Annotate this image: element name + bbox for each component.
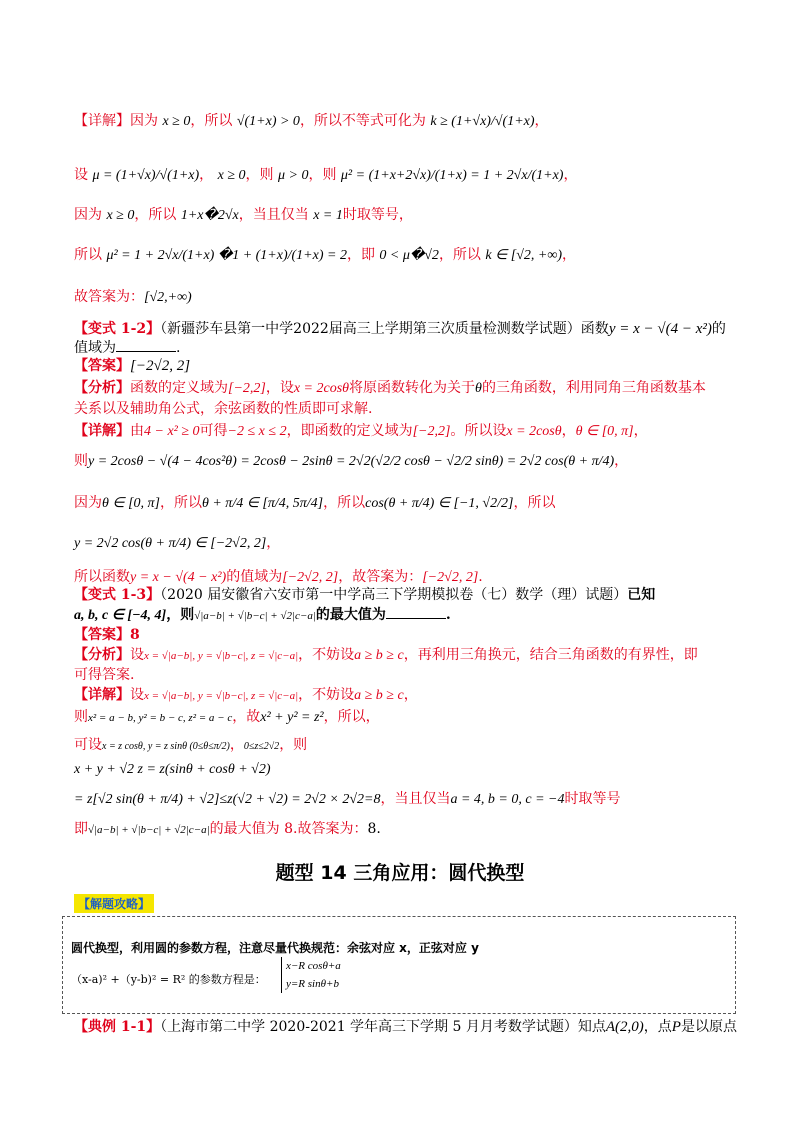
circle-equation: （x-a)² +（y-b)² = R² 的参数方程是： xyxy=(71,973,266,986)
line-10: 关系以及辅助角公式，余弦函数的性质即可求解. xyxy=(74,401,373,417)
line-9: 【分析】函数的定义域为[−2,2]，设x = 2cosθ将原函数转化为关于θ的三角函数，利用同角三角函数基本 xyxy=(74,380,706,396)
line-23: 可设x = z cosθ, y = z sinθ (0≤θ≤π/2)，0≤z≤2√2，则 xyxy=(74,737,308,753)
line-25: = z[√2 sin(θ + π/4) + √2]≤z(√2 + √2) = 2√2 × 2√2=8，当且仅当a = 4, b = 0, c = −4时取等号 xyxy=(74,791,621,807)
line-11: 【详解】由4 − x² ≥ 0可得−2 ≤ x ≤ 2，即函数的定义域为[−2,2]。所以设x = 2cosθ，θ ∈ [0, π]， xyxy=(74,423,648,439)
line-12: 则y = 2cosθ − √(4 − 4cos²θ) = 2cosθ − 2sinθ = 2√2(√2/2 cosθ − √2/2 sinθ) = 2√2 cos(θ + π/4)， xyxy=(74,453,629,469)
line-8: 【答案】[−2√2, 2] xyxy=(74,358,191,374)
line-18: 【答案】8 xyxy=(74,627,140,643)
line-24: x + y + √2 z = z(sinθ + cosθ + √2) xyxy=(74,762,271,777)
line-13: 因为θ ∈ [0, π]，所以θ + π/4 ∈ [π/4, 5π/4]，所以cos(θ + π/4) ∈ [−1, √2/2]，所以 xyxy=(74,495,556,511)
line-4: 所以 μ² = 1 + 2√x/(1+x) �1 + (1+x)/(1+x) = 2，即 0 < μ�√2，所以 k ∈ [√2, +∞)， xyxy=(74,247,577,263)
strategy-label: 【解题攻略】 xyxy=(74,894,154,913)
line-1: 【详解】因为 x ≥ 0，所以 √(1+x) > 0，所以不等式可化为 k ≥ (1+√x)/√(1+x)， xyxy=(74,113,549,129)
line-3: 因为 x ≥ 0，所以 1+x�2√x，当且仅当 x = 1时取等号， xyxy=(74,207,413,223)
line-6: 【变式 1-2】（新疆莎车县第一中学2022届高三上学期第三次质量检测数学试题）函数y = x − √(4 − x²)的 xyxy=(74,321,726,337)
line-2: 设 μ = (1+√x)/√(1+x)， x ≥ 0，则 μ > 0，则 μ² = (1+x+2√x)/(1+x) = 1 + 2√x/(1+x)， xyxy=(74,167,578,183)
line-17: a, b, c ∈ [−4, 4]，则√|a−b| + √|b−c| + √2|c−a|的最大值为 . xyxy=(74,607,451,623)
line-16: 【变式 1-3】（2020 届安徽省六安市第一中学高三下学期模拟卷（七）数学（理）试题）已知 xyxy=(74,587,656,603)
line-20: 可得答案. xyxy=(74,667,135,683)
line-21: 【详解】设x = √|a−b|, y = √|b−c|, z = √|c−a|，不妨设a ≥ b ≥ c， xyxy=(74,687,418,703)
answer-blank xyxy=(116,351,176,352)
section-title: 题型 14 三角应用：圆代换型 xyxy=(275,862,525,884)
line-5: 故答案为：[√2,+∞) xyxy=(74,289,192,305)
line-22: 则x² = a − b, y² = b − c, z² = a − c，故x² + y² = z²，所以， xyxy=(74,709,380,725)
line-26: 即√|a−b| + √|b−c| + √2|c−a|的最大值为 8.故答案为：8. xyxy=(74,821,381,837)
answer-blank-2 xyxy=(386,618,446,619)
line-7: 值域为 . xyxy=(74,340,181,356)
strategy-text: 圆代换型，利用圆的参数方程，注意尽量代换规范：余弦对应 x，正弦对应 y xyxy=(71,941,479,955)
strategy-box xyxy=(62,916,736,1014)
parametric-system: x−R cosθ+a y=R sinθ+b xyxy=(281,957,341,993)
line-19: 【分析】设x = √|a−b|, y = √|b−c|, z = √|c−a|，不妨设a ≥ b ≥ c，再利用三角换元，结合三角函数的有界性，即 xyxy=(74,647,698,663)
line-15: 所以函数y = x − √(4 − x²)的值域为[−2√2, 2]，故答案为：[−2√2, 2]. xyxy=(74,569,483,585)
example-line: 【典例 1-1】（上海市第二中学 2020-2021 学年高三下学期 5 月月考数学试题）知点A(2,0)，点P是以原点 xyxy=(74,1019,737,1035)
line-14: y = 2√2 cos(θ + π/4) ∈ [−2√2, 2]， xyxy=(74,535,281,551)
